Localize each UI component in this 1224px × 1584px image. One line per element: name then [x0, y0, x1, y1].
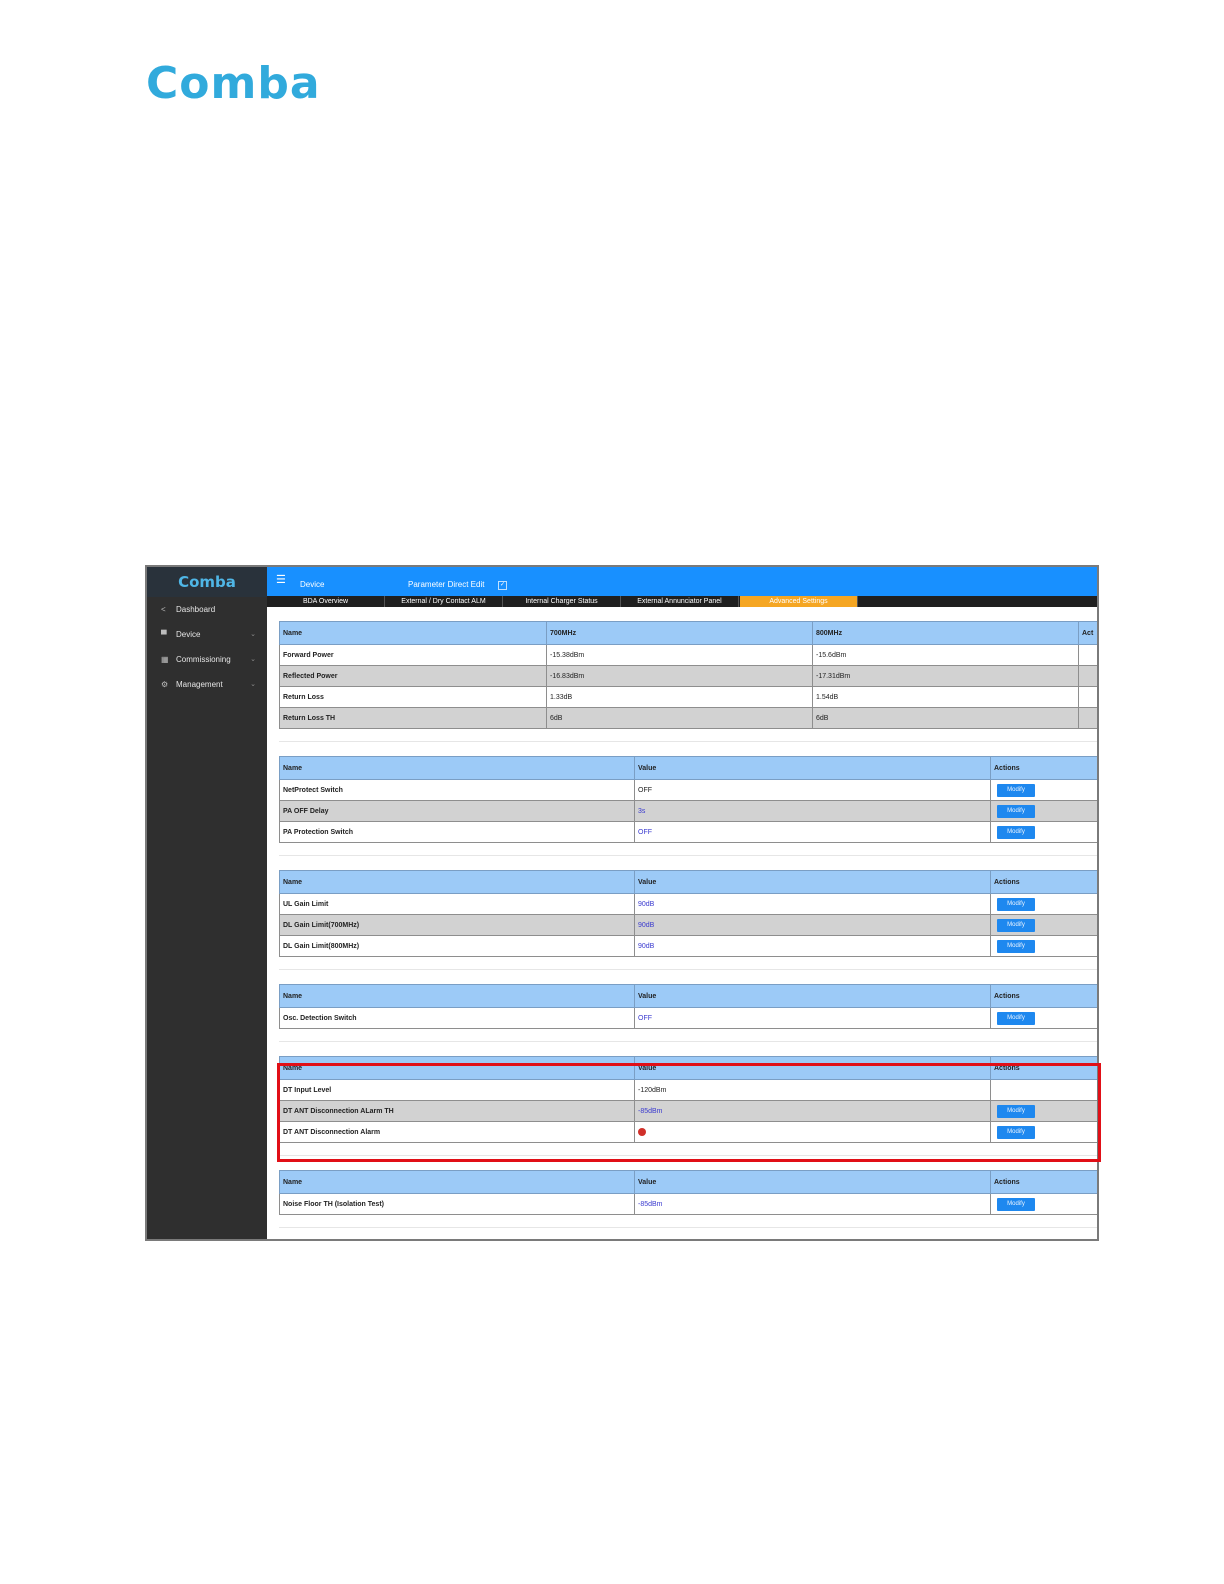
row-actions [991, 894, 1098, 915]
row-name: UL Gain Limit [280, 894, 635, 915]
sidebar-item-label: Dashboard [176, 605, 216, 614]
row-actions [991, 1101, 1098, 1122]
row-name: Reflected Power [280, 666, 547, 687]
sidebar [147, 567, 267, 1239]
table-row [280, 801, 1098, 822]
tab-internal-charger-status[interactable]: Internal Charger Status [503, 596, 621, 607]
column-header: Name [280, 1057, 635, 1080]
row-actions [991, 1080, 1098, 1101]
parameter-table [279, 1170, 1098, 1215]
table-row [280, 1101, 1098, 1122]
parameter-table [279, 870, 1098, 957]
row-name: DT ANT Disconnection Alarm [280, 1122, 635, 1143]
sidebar-item-commissioning[interactable] [147, 647, 267, 672]
cell-700mhz: -16.83dBm [547, 666, 813, 687]
cell-800mhz: 6dB [813, 708, 1079, 729]
cell-800mhz: -15.6dBm [813, 645, 1079, 666]
table-header-row [280, 622, 1098, 645]
row-name: Forward Power [280, 645, 547, 666]
column-header: Name [280, 1171, 635, 1194]
main-area [267, 567, 1097, 1239]
column-header: 700MHz [547, 622, 813, 645]
modify-button[interactable]: Modify [997, 898, 1035, 911]
modify-button[interactable]: Modify [997, 826, 1035, 839]
power-section [279, 621, 1097, 742]
table-row [280, 915, 1098, 936]
modify-button[interactable]: Modify [997, 805, 1035, 818]
sidebar-item-label: Commissioning [176, 655, 231, 664]
row-name: Return Loss [280, 687, 547, 708]
column-header: Name [280, 757, 635, 780]
column-header: Value [635, 985, 991, 1008]
power-table [279, 621, 1098, 729]
row-value: OFF [635, 1008, 991, 1029]
row-name: Osc. Detection Switch [280, 1008, 635, 1029]
row-name: DT ANT Disconnection ALarm TH [280, 1101, 635, 1122]
row-value: 90dB [635, 936, 991, 957]
parameter-direct-edit-label: Parameter Direct Edit [408, 580, 485, 589]
parameter-table [279, 984, 1098, 1029]
table-header-row [280, 985, 1098, 1008]
gear-icon: ⚙ [161, 680, 169, 689]
modify-button[interactable]: Modify [997, 940, 1035, 953]
share-icon: < [161, 605, 166, 614]
column-header: Value [635, 871, 991, 894]
row-actions [991, 780, 1098, 801]
table-row [280, 1080, 1098, 1101]
app-brand: Comba [147, 567, 267, 597]
row-actions [991, 1122, 1098, 1143]
column-header: 800MHz [813, 622, 1079, 645]
content-area [279, 621, 1097, 1241]
table-header-row [280, 1057, 1098, 1080]
column-header: Name [280, 871, 635, 894]
row-name: DT Input Level [280, 1080, 635, 1101]
page-title: Device [300, 580, 325, 589]
modify-button[interactable]: Modify [997, 784, 1035, 797]
parameter-table [279, 756, 1098, 843]
modify-button[interactable]: Modify [997, 1198, 1035, 1211]
column-header: Actions [991, 757, 1098, 780]
row-value [635, 1122, 991, 1143]
tab-advanced-settings[interactable]: Advanced Settings [740, 596, 858, 607]
cell-actions [1079, 666, 1098, 687]
tab-external-dry-contact-alm[interactable]: External / Dry Contact ALM [385, 596, 503, 607]
table-header-row [280, 1171, 1098, 1194]
parameter-section [279, 870, 1097, 970]
chevron-down-icon: ⌄ [250, 631, 256, 638]
column-header: Act [1079, 622, 1098, 645]
parameter-direct-edit-checkbox[interactable]: ✓ [499, 582, 506, 588]
parameter-section [279, 984, 1097, 1042]
menu-toggle-icon[interactable]: ☰ [276, 574, 286, 586]
monitor-icon: ▀ [161, 630, 167, 639]
table-row [280, 894, 1098, 915]
sidebar-item-management[interactable] [147, 672, 267, 697]
table-row [280, 780, 1098, 801]
tab-bda-overview[interactable]: BDA Overview [267, 596, 385, 607]
sidebar-item-label: Device [176, 630, 201, 639]
row-value: 3s [635, 801, 991, 822]
row-name: PA Protection Switch [280, 822, 635, 843]
cell-800mhz: -17.31dBm [813, 666, 1079, 687]
column-header: Name [280, 622, 547, 645]
table-row [280, 1008, 1098, 1029]
row-value: -85dBm [635, 1194, 991, 1215]
modify-button[interactable]: Modify [997, 1126, 1035, 1139]
parameter-section [279, 1170, 1097, 1228]
grid-icon: ▦ [161, 655, 169, 664]
chevron-down-icon: ⌄ [250, 656, 256, 663]
row-actions [991, 801, 1098, 822]
row-name: Noise Floor TH (Isolation Test) [280, 1194, 635, 1215]
column-header: Name [280, 985, 635, 1008]
row-actions [991, 915, 1098, 936]
table-row [280, 708, 1098, 729]
table-row [280, 1194, 1098, 1215]
modify-button[interactable]: Modify [997, 1105, 1035, 1118]
cell-800mhz: 1.54dB [813, 687, 1079, 708]
top-bar [267, 567, 1097, 596]
row-name: PA OFF Delay [280, 801, 635, 822]
parameter-section [279, 756, 1097, 856]
column-header: Value [635, 757, 991, 780]
table-row [280, 666, 1098, 687]
table-row [280, 645, 1098, 666]
row-value: 90dB [635, 915, 991, 936]
row-value: -85dBm [635, 1101, 991, 1122]
column-header: Actions [991, 871, 1098, 894]
alarm-indicator-icon [638, 1128, 646, 1136]
screenshot-frame [145, 565, 1099, 1241]
row-actions [991, 936, 1098, 957]
modify-button[interactable]: Modify [997, 919, 1035, 932]
table-row [280, 936, 1098, 957]
parameter-table [279, 1056, 1098, 1143]
table-row [280, 687, 1098, 708]
table-header-row [280, 757, 1098, 780]
column-header: Actions [991, 1171, 1098, 1194]
parameter-section [279, 1056, 1097, 1156]
column-header: Value [635, 1057, 991, 1080]
cell-700mhz: 6dB [547, 708, 813, 729]
modify-button[interactable]: Modify [997, 1012, 1035, 1025]
column-header: Actions [991, 985, 1098, 1008]
parameter-sections [279, 756, 1097, 1228]
chevron-down-icon: ⌄ [250, 681, 256, 688]
table-row [280, 1122, 1098, 1143]
row-actions [991, 1194, 1098, 1215]
table-row [280, 822, 1098, 843]
cell-700mhz: -15.38dBm [547, 645, 813, 666]
comba-logo: Comba [146, 58, 321, 109]
cell-actions [1079, 645, 1098, 666]
row-value: 90dB [635, 894, 991, 915]
row-actions [991, 822, 1098, 843]
tab-external-annunciator-panel[interactable]: External Annunciator Panel [621, 596, 739, 607]
row-value: OFF [635, 822, 991, 843]
row-name: DL Gain Limit(800MHz) [280, 936, 635, 957]
sidebar-item-device[interactable] [147, 622, 267, 647]
row-name: DL Gain Limit(700MHz) [280, 915, 635, 936]
cell-700mhz: 1.33dB [547, 687, 813, 708]
tab-bar [267, 596, 1097, 607]
cell-actions [1079, 687, 1098, 708]
row-actions [991, 1008, 1098, 1029]
row-name: NetProtect Switch [280, 780, 635, 801]
row-name: Return Loss TH [280, 708, 547, 729]
sidebar-item-dashboard[interactable] [147, 597, 267, 622]
row-value: OFF [635, 780, 991, 801]
cell-actions [1079, 708, 1098, 729]
row-value: -120dBm [635, 1080, 991, 1101]
table-header-row [280, 871, 1098, 894]
sidebar-item-label: Management [176, 680, 223, 689]
column-header: Actions [991, 1057, 1098, 1080]
column-header: Value [635, 1171, 991, 1194]
